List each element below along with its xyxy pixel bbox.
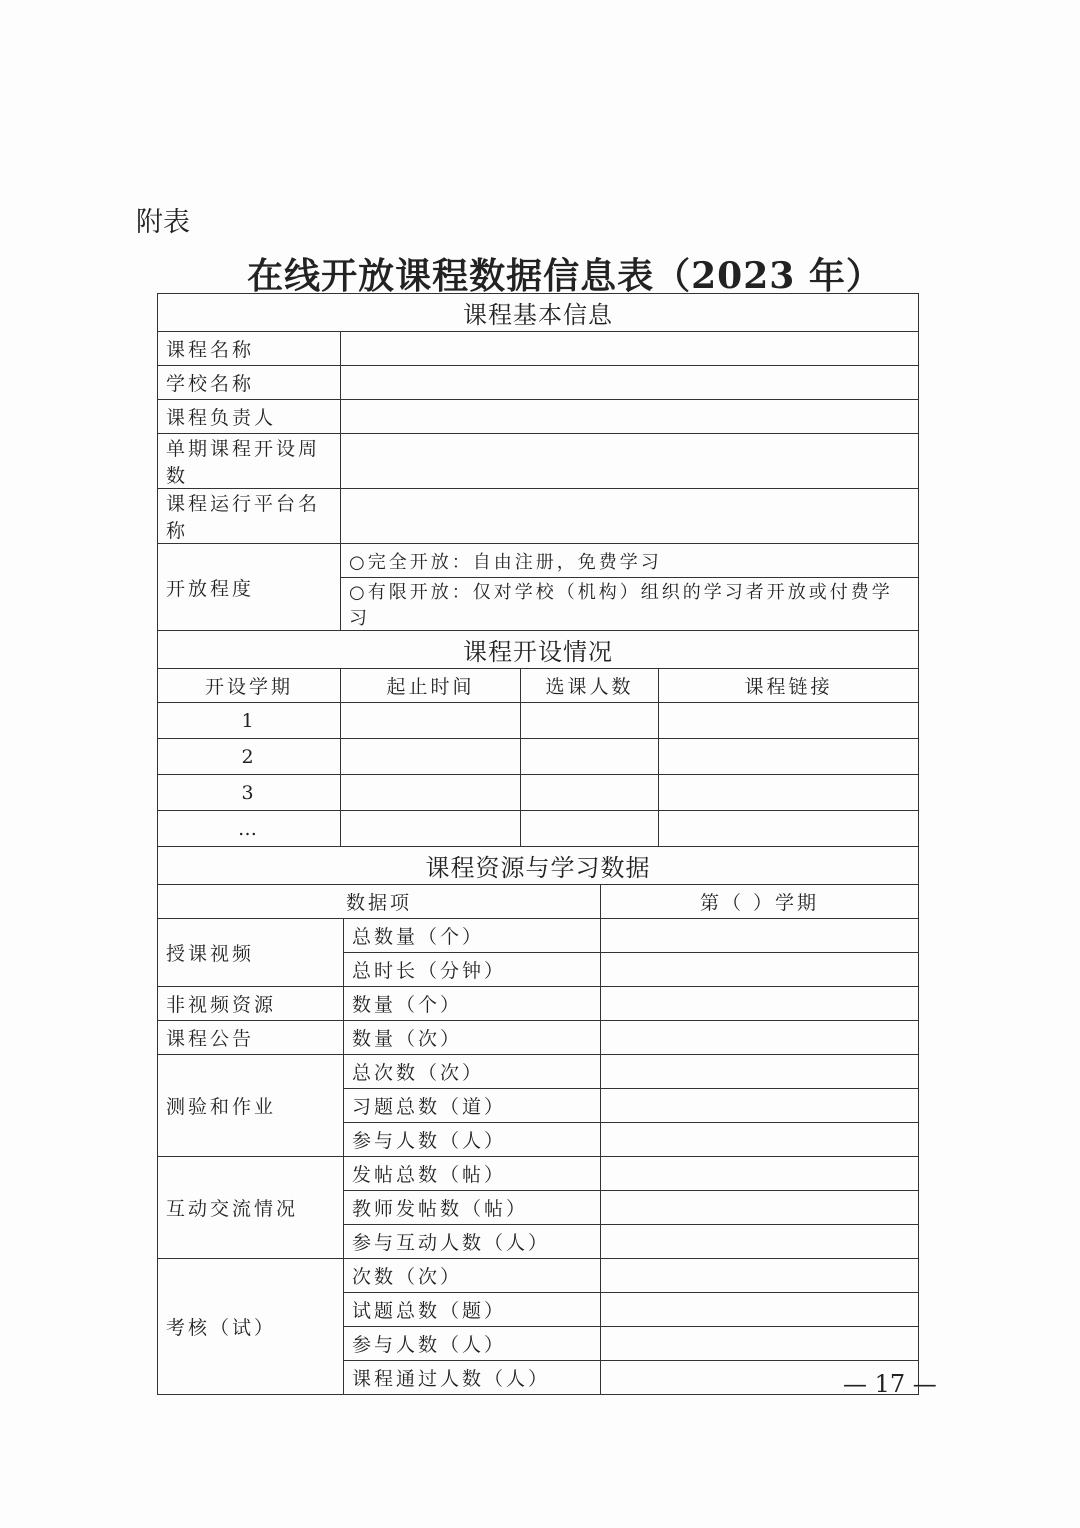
- field-value-input[interactable]: [341, 400, 919, 434]
- group-label: 非视频资源: [158, 987, 344, 1021]
- table-row: [158, 366, 919, 400]
- cell-input[interactable]: [601, 1021, 919, 1055]
- data-item-label: 参与互动人数（人）: [344, 1225, 601, 1259]
- group-label: 互动交流情况: [158, 1157, 344, 1259]
- page-title: 在线开放课程数据信息表（2023 年）: [247, 255, 883, 297]
- column-header: 课程链接: [659, 669, 919, 703]
- data-item-label: 数量（次）: [344, 1021, 601, 1055]
- group-label: 授课视频: [158, 919, 344, 987]
- cell-input[interactable]: [521, 739, 659, 775]
- field-label: 开放程度: [158, 544, 341, 631]
- offering-table: [157, 631, 919, 847]
- cell-input[interactable]: [601, 1055, 919, 1089]
- column-header: 起止时间: [341, 669, 521, 703]
- page-number: — 17 —: [843, 1370, 937, 1398]
- field-value-input[interactable]: [341, 434, 919, 489]
- section-heading: 课程基本信息: [158, 294, 919, 332]
- cell-input[interactable]: [601, 1293, 919, 1327]
- column-header: 数据项: [158, 885, 601, 919]
- cell-input[interactable]: [601, 1123, 919, 1157]
- term-number: 1: [158, 703, 341, 739]
- cell-input[interactable]: [521, 703, 659, 739]
- cell-input[interactable]: [341, 775, 521, 811]
- info-form: [157, 293, 919, 1395]
- cell-input[interactable]: [521, 811, 659, 847]
- table-row: [158, 489, 919, 544]
- data-item-label: 总数量（个）: [344, 919, 601, 953]
- table-row: [158, 400, 919, 434]
- cell-input[interactable]: [659, 811, 919, 847]
- table-row: [158, 919, 919, 953]
- cell-input[interactable]: [601, 1157, 919, 1191]
- field-value-input[interactable]: [341, 332, 919, 366]
- data-item-label: 发帖总数（帖）: [344, 1157, 601, 1191]
- section-heading: 课程资源与学习数据: [158, 847, 919, 885]
- term-number: …: [158, 811, 341, 847]
- column-header: 第（ ）学期: [601, 885, 919, 919]
- table-row: [158, 987, 919, 1021]
- cell-input[interactable]: [601, 1259, 919, 1293]
- field-label: 课程运行平台名称: [158, 489, 341, 544]
- data-item-label: 课程通过人数（人）: [344, 1361, 601, 1395]
- cell-input[interactable]: [341, 811, 521, 847]
- field-label: 课程名称: [158, 332, 341, 366]
- cell-input[interactable]: [601, 1191, 919, 1225]
- table-row: [158, 1021, 919, 1055]
- cell-input[interactable]: [659, 703, 919, 739]
- table-row: [158, 332, 919, 366]
- table-row: [158, 703, 919, 739]
- cell-input[interactable]: [341, 739, 521, 775]
- data-item-label: 总次数（次）: [344, 1055, 601, 1089]
- data-item-label: 教师发帖数（帖）: [344, 1191, 601, 1225]
- data-item-label: 总时长（分钟）: [344, 953, 601, 987]
- term-number: 3: [158, 775, 341, 811]
- group-label: 课程公告: [158, 1021, 344, 1055]
- resources-table: [157, 847, 919, 1395]
- cell-input[interactable]: [601, 987, 919, 1021]
- attachment-label: 附表: [136, 207, 190, 238]
- table-row: [158, 434, 919, 489]
- cell-input[interactable]: [521, 775, 659, 811]
- column-header: 选课人数: [521, 669, 659, 703]
- table-row: [158, 775, 919, 811]
- field-label: 学校名称: [158, 366, 341, 400]
- data-item-label: 数量（个）: [344, 987, 601, 1021]
- data-item-label: 参与人数（人）: [344, 1123, 601, 1157]
- table-row: [158, 1157, 919, 1191]
- table-row: [158, 1259, 919, 1293]
- cell-input[interactable]: [659, 775, 919, 811]
- column-header: 开设学期: [158, 669, 341, 703]
- open-option[interactable]: ○完全开放：自由注册，免费学习: [341, 544, 919, 578]
- table-row: [158, 1055, 919, 1089]
- data-item-label: 参与人数（人）: [344, 1327, 601, 1361]
- cell-input[interactable]: [601, 1225, 919, 1259]
- cell-input[interactable]: [341, 703, 521, 739]
- field-value-input[interactable]: [341, 489, 919, 544]
- open-option[interactable]: ○有限开放：仅对学校（机构）组织的学习者开放或付费学习: [341, 578, 919, 631]
- data-item-label: 习题总数（道）: [344, 1089, 601, 1123]
- term-number: 2: [158, 739, 341, 775]
- cell-input[interactable]: [601, 919, 919, 953]
- cell-input[interactable]: [659, 739, 919, 775]
- data-item-label: 试题总数（题）: [344, 1293, 601, 1327]
- section-heading: 课程开设情况: [158, 631, 919, 669]
- basic-info-table: [157, 293, 919, 631]
- group-label: 测验和作业: [158, 1055, 344, 1157]
- field-label: 单期课程开设周数: [158, 434, 341, 489]
- field-label: 课程负责人: [158, 400, 341, 434]
- cell-input[interactable]: [601, 953, 919, 987]
- table-row: [158, 811, 919, 847]
- cell-input[interactable]: [601, 1327, 919, 1361]
- field-value-input[interactable]: [341, 366, 919, 400]
- data-item-label: 次数（次）: [344, 1259, 601, 1293]
- table-row: [158, 739, 919, 775]
- group-label: 考核（试）: [158, 1259, 344, 1395]
- cell-input[interactable]: [601, 1089, 919, 1123]
